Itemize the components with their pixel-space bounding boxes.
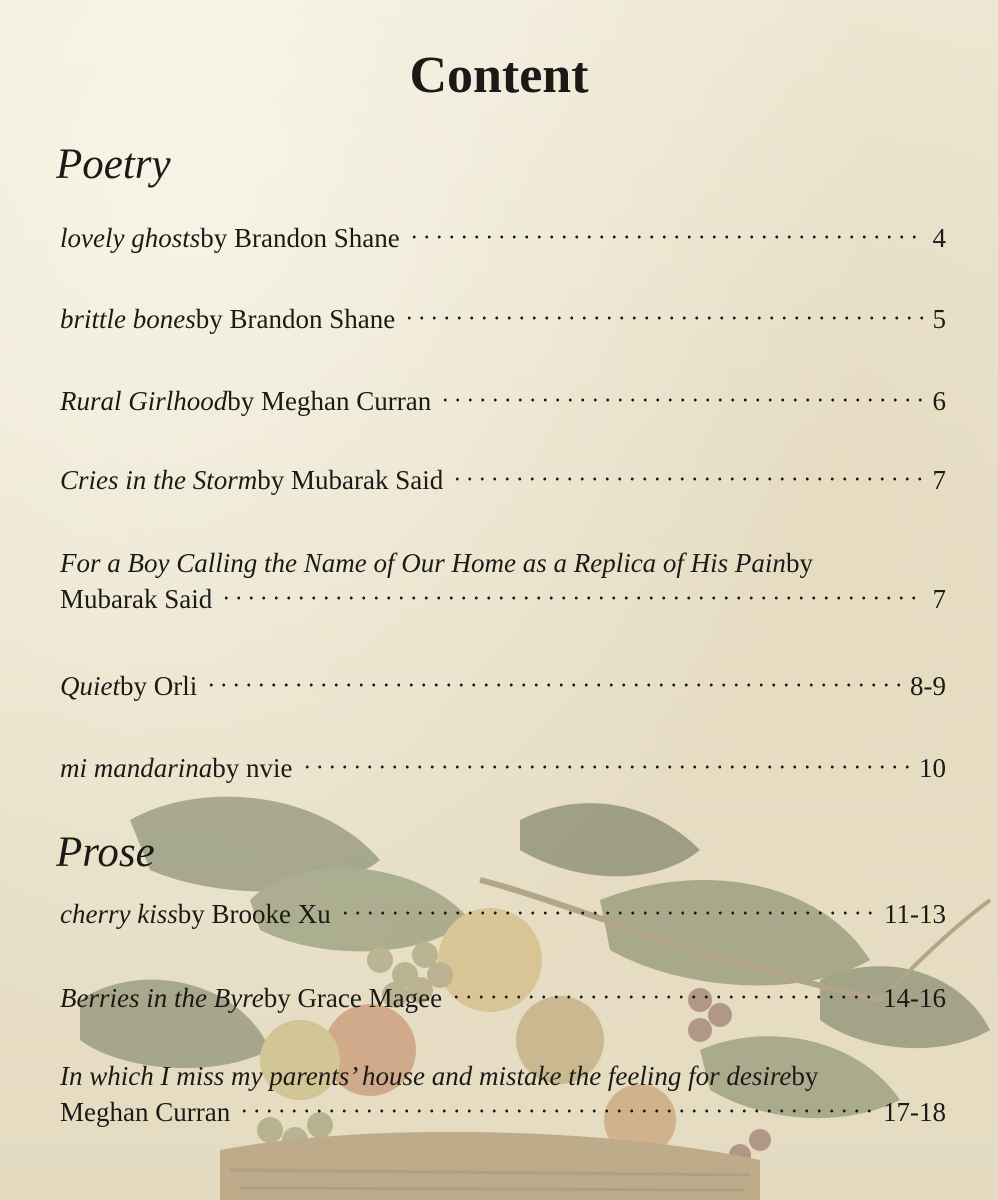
entry-title: For a Boy Calling the Name of Our Home as a Replica of His Pain [60, 548, 786, 578]
toc-entry [60, 668, 946, 704]
entry-author: by nvie [212, 753, 293, 783]
entry-title: cherry kiss [60, 899, 178, 929]
entry-author: by Meghan Curran [227, 386, 432, 416]
entry-page: 7 [932, 465, 946, 495]
entry-author: by Brooke Xu [177, 899, 331, 929]
entry-author: by Grace Magee [263, 983, 443, 1013]
entry-page: 11-13 [884, 899, 946, 929]
toc-entry [60, 896, 946, 932]
entry-author: by Brandon Shane [195, 304, 396, 334]
entry-title: brittle bones [60, 304, 196, 334]
entry-title: lovely ghosts [60, 223, 201, 253]
entry-page: 6 [932, 386, 946, 416]
entry-page: 4 [932, 223, 946, 253]
dot-leader [451, 469, 924, 489]
dot-leader [439, 390, 924, 410]
page-title: Content [409, 47, 589, 104]
entry-page: 7 [932, 584, 946, 614]
dot-leader [205, 675, 902, 695]
entry-title: Cries in the Storm [60, 465, 258, 495]
toc-entry [60, 462, 946, 498]
dot-leader [403, 308, 924, 328]
section-title-prose: Prose [56, 829, 155, 876]
toc-entry [60, 545, 946, 617]
toc-entry [60, 1058, 946, 1130]
entry-title: mi mandarina [60, 753, 213, 783]
entry-title: In which I miss my parents’ house and mistake the feeling for desire [60, 1061, 792, 1091]
entry-author: by Mubarak Said [257, 465, 444, 495]
entry-author: by [785, 548, 813, 578]
dot-leader [238, 1101, 875, 1121]
entry-page: 5 [932, 304, 946, 334]
entry-page: 10 [919, 753, 946, 783]
entry-author-name: Mubarak Said [60, 584, 213, 614]
dot-leader [301, 757, 911, 777]
dot-leader [339, 903, 876, 923]
dot-leader [450, 987, 875, 1007]
entry-page: 8-9 [910, 671, 946, 701]
entry-author: by Brandon Shane [200, 223, 400, 253]
toc-entry [60, 750, 946, 786]
entry-author: by [791, 1061, 819, 1091]
entry-title: Quiet [60, 671, 120, 701]
entry-page: 17-18 [883, 1097, 946, 1127]
toc-entry [60, 980, 946, 1016]
entry-page: 14-16 [883, 983, 946, 1013]
entry-author-name: Meghan Curran [60, 1097, 231, 1127]
dot-leader [408, 227, 925, 247]
entry-title: Rural Girlhood [60, 386, 228, 416]
toc-entry [60, 383, 946, 419]
toc-entry [60, 301, 946, 337]
entry-title: Berries in the Byre [60, 983, 264, 1013]
section-title-poetry: Poetry [56, 141, 171, 188]
toc-entry [60, 220, 946, 256]
entry-author: by Orli [120, 671, 198, 701]
dot-leader [220, 588, 924, 608]
